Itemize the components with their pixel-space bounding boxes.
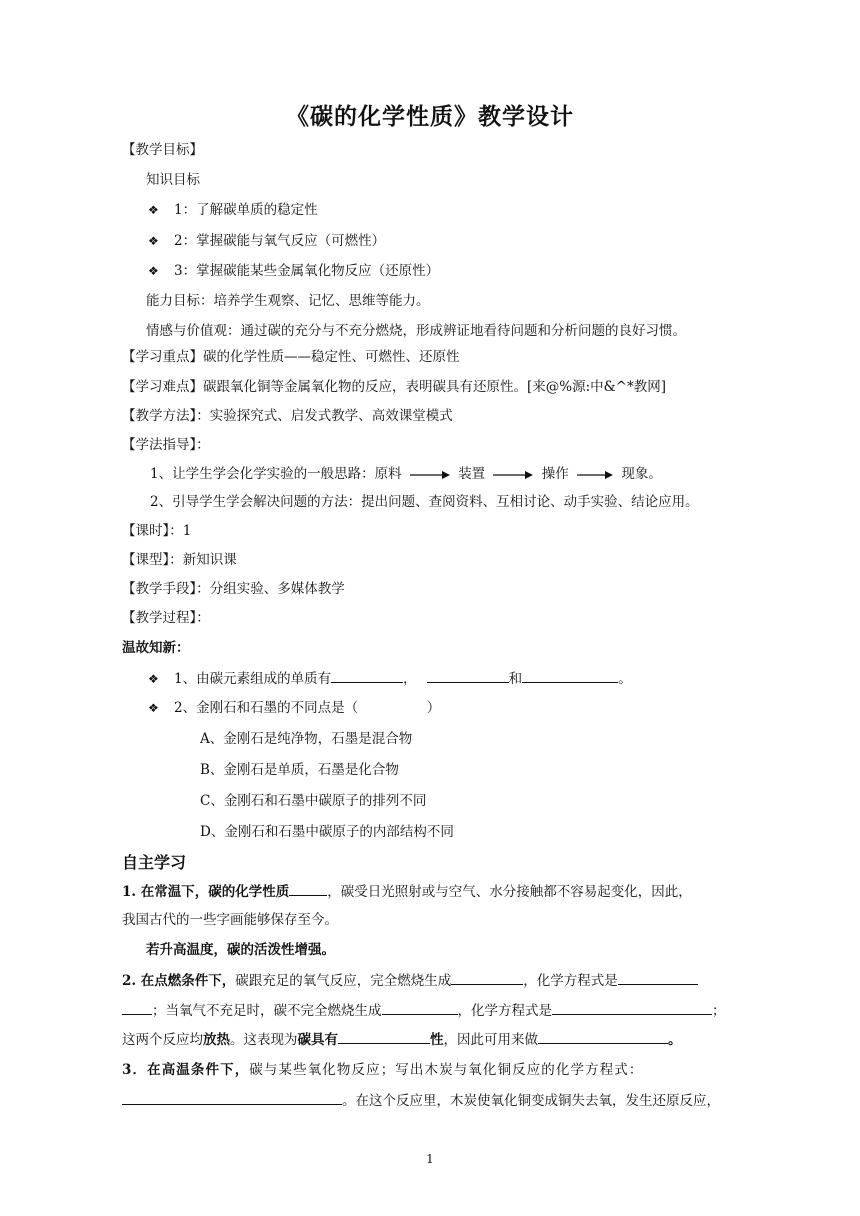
- knowledge-item: ❖ 2：掌握碳能与氧气反应（可燃性）: [148, 233, 386, 249]
- class-hours: 【课时】：1: [122, 523, 192, 539]
- teaching-process: 【教学过程】：: [122, 610, 210, 626]
- page-number: 1: [426, 1152, 434, 1166]
- teaching-method: 【教学方法】：实验探究式、启发式教学、高效课堂模式: [122, 408, 453, 424]
- guide-item-2: 2、引导学生学会解决问题的方法：提出问题、查阅资料、互相讨论、动手实验、结论应用。: [150, 494, 699, 510]
- self-study-p1: 1. 在常温下，碳的化学性质 ，碳受日光照射或与空气、水分接触都不容易起变化，因此，: [122, 881, 692, 902]
- diamond-bullet-icon: ❖: [148, 203, 159, 217]
- self-study-heading: 自主学习: [122, 853, 187, 872]
- answer-blank[interactable]: [382, 1000, 458, 1015]
- page-title: 《碳的化学性质》教学设计: [286, 104, 574, 130]
- option-b: B、金刚石是单质，石墨是化合物: [200, 762, 399, 778]
- answer-blank[interactable]: [289, 881, 327, 896]
- answer-blank[interactable]: [522, 668, 618, 683]
- diamond-bullet-icon: ❖: [148, 264, 159, 278]
- answer-blank[interactable]: [538, 1029, 668, 1044]
- answer-blank[interactable]: [618, 970, 698, 985]
- right-arrow-icon: [493, 470, 533, 480]
- answer-blank[interactable]: [451, 970, 523, 985]
- goals-heading: 【教学目标】: [122, 142, 203, 158]
- key-point: 【学习重点】碳的化学性质——稳定性、可燃性、还原性: [122, 349, 460, 365]
- diamond-bullet-icon: ❖: [148, 672, 159, 686]
- difficulty: 【学习难点】碳跟氧化铜等金属氧化物的反应，表明碳具有还原性。[来@%源:中&^*教网]: [122, 379, 666, 395]
- option-d: D、金刚石和石墨中碳原子的内部结构不同: [200, 824, 454, 840]
- self-study-p1-line3: 若升高温度，碳的活泼性增强。: [146, 942, 335, 958]
- answer-blank[interactable]: [122, 1090, 342, 1105]
- emotion-goal: 情感与价值观：通过碳的充分与不充分燃烧，形成辨证地看待问题和分析问题的良好习惯。: [146, 323, 686, 339]
- diamond-bullet-icon: ❖: [148, 701, 159, 715]
- knowledge-item: ❖ 1：了解碳单质的稳定性: [148, 202, 318, 218]
- guide-item-1: 1、让学生学会化学实验的一般思路：原料 装置 操作 现象。: [150, 466, 662, 482]
- review-heading: 温故知新：: [122, 640, 190, 656]
- review-question-1: ❖ 1、由碳元素组成的单质有 ， 和 。: [148, 668, 632, 689]
- answer-blank[interactable]: [552, 1000, 712, 1015]
- knowledge-item: ❖ 3：掌握碳能某些金属氧化物反应（还原性）: [148, 263, 440, 279]
- teaching-means: 【教学手段】：分组实验、多媒体教学: [122, 581, 345, 597]
- self-study-p2: 2. 在点燃条件下，碳跟充足的氧气反应，完全燃烧生成 ，化学方程式是: [122, 970, 698, 991]
- answer-blank[interactable]: [338, 1029, 430, 1044]
- review-question-2: ❖ 2、金刚石和石墨的不同点是（ ）: [148, 700, 441, 716]
- self-study-p2-line3: 这两个反应均放热。这表现为碳具有 性，因此可用来做 。: [122, 1029, 682, 1050]
- answer-blank[interactable]: [331, 668, 403, 683]
- class-type: 【课型】：新知识课: [122, 552, 237, 568]
- self-study-p1-line2: 我国古代的一些字画能够保存至今。: [122, 912, 338, 928]
- answer-blank[interactable]: [427, 668, 509, 683]
- right-arrow-icon: [577, 470, 613, 480]
- option-a: A、金刚石是纯净物，石墨是混合物: [200, 731, 413, 747]
- option-c: C、金刚石和石墨中碳原子的排列不同: [200, 793, 427, 809]
- answer-blank[interactable]: [122, 1000, 152, 1015]
- self-study-p3-line2: 。在这个反应里，木炭使氧化铜变成铜失去氧，发生还原反应，: [122, 1090, 720, 1111]
- self-study-p3: 3．在高温条件下，碳与某些氧化物反应；写出木炭与氧化铜反应的化学方程式：: [122, 1062, 644, 1078]
- right-arrow-icon: [410, 470, 450, 480]
- self-study-p2-line2: ；当氧气不充足时，碳不完全燃烧生成 ，化学方程式是 ；: [122, 1000, 726, 1021]
- diamond-bullet-icon: ❖: [148, 234, 159, 248]
- ability-goal: 能力目标：培养学生观察、记忆、思维等能力。: [146, 293, 430, 309]
- study-guide-heading: 【学法指导】：: [122, 437, 210, 453]
- knowledge-label: 知识目标: [146, 172, 200, 188]
